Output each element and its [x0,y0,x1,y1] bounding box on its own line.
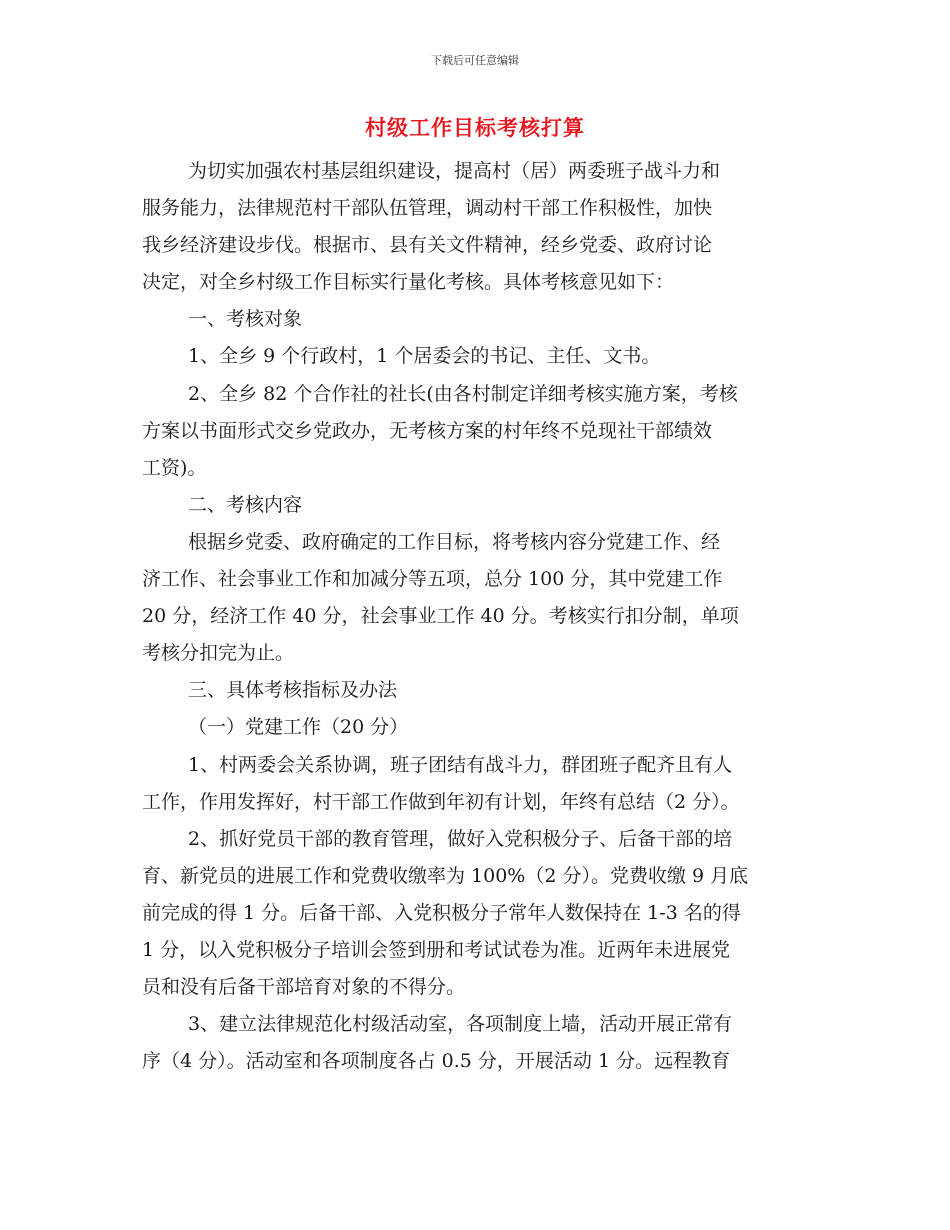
text-line: 决定，对全乡村级工作目标实行量化考核。具体考核意见如下： [142,271,675,294]
text-line: 服务能力，法律规范村干部队伍管理，调动村干部工作积极性，加快 [142,197,713,220]
text-line: 我乡经济建设步伐。根据市、县有关文件精神，经乡党委、政府讨论 [142,234,713,257]
text-line: （一）党建工作（20 分） [188,716,409,739]
text-line: 3、建立法律规范化村级活动室，各项制度上墙，活动开展正常有 [188,1013,733,1036]
text-line: 方案以书面形式交乡党政办，无考核方案的村年终不兑现社干部绩效 [142,419,713,442]
text-line: 育、新党员的进展工作和党费收缴率为 100%（2 分）。党费收缴 9 月底 [142,864,749,887]
text-line: 前完成的得 1 分。后备干部、入党积极分子常年人数保持在 1-3 名的得 [142,901,741,924]
text-line: 1、全乡 9 个行政村，1 个居委会的书记、主任、文书。 [188,345,661,368]
text-line: 1、村两委会关系协调，班子团结有战斗力，群团班子配齐且有人 [188,753,733,776]
text-line: 员和没有后备干部培育对象的不得分。 [142,976,466,999]
text-line: 序（4 分）。活动室和各项制度各占 0.5 分，开展活动 1 分。远程教育 [142,1050,731,1073]
text-line: 1 分，以入党积极分子培训会签到册和考试试卷为准。近两年未进展党 [142,938,731,961]
text-line: 2、抓好党员干部的教育管理，做好入党积极分子、后备干部的培 [188,827,733,850]
text-line: 济工作、社会事业工作和加减分等五项，总分 100 分，其中党建工作 [142,568,723,591]
text-line: 根据乡党委、政府确定的工作目标，将考核内容分党建工作、经 [188,530,721,553]
text-line: 一、考核对象 [188,308,303,331]
text-line: 考核分扣完为止。 [142,642,295,665]
text-line: 20 分，经济工作 40 分，社会事业工作 40 分。考核实行扣分制，单项 [142,605,739,628]
text-line: 2、全乡 82 个合作社的社长(由各村制定详细考核实施方案，考核 [188,382,738,405]
text-line: 工作，作用发挥好，村干部工作做到年初有计划，年终有总结（2 分）。 [142,790,740,813]
text-line: 三、具体考核指标及办法 [188,679,398,702]
text-line: 为切实加强农村基层组织建设，提高村（居）两委班子战斗力和 [188,160,721,182]
document-title: 村级工作目标考核打算 [365,116,585,140]
document-body [142,153,812,1080]
header-note: 下载后可任意编辑 [431,54,519,67]
text-line: 二、考核内容 [188,493,303,516]
text-line: 工资)。 [142,456,207,479]
